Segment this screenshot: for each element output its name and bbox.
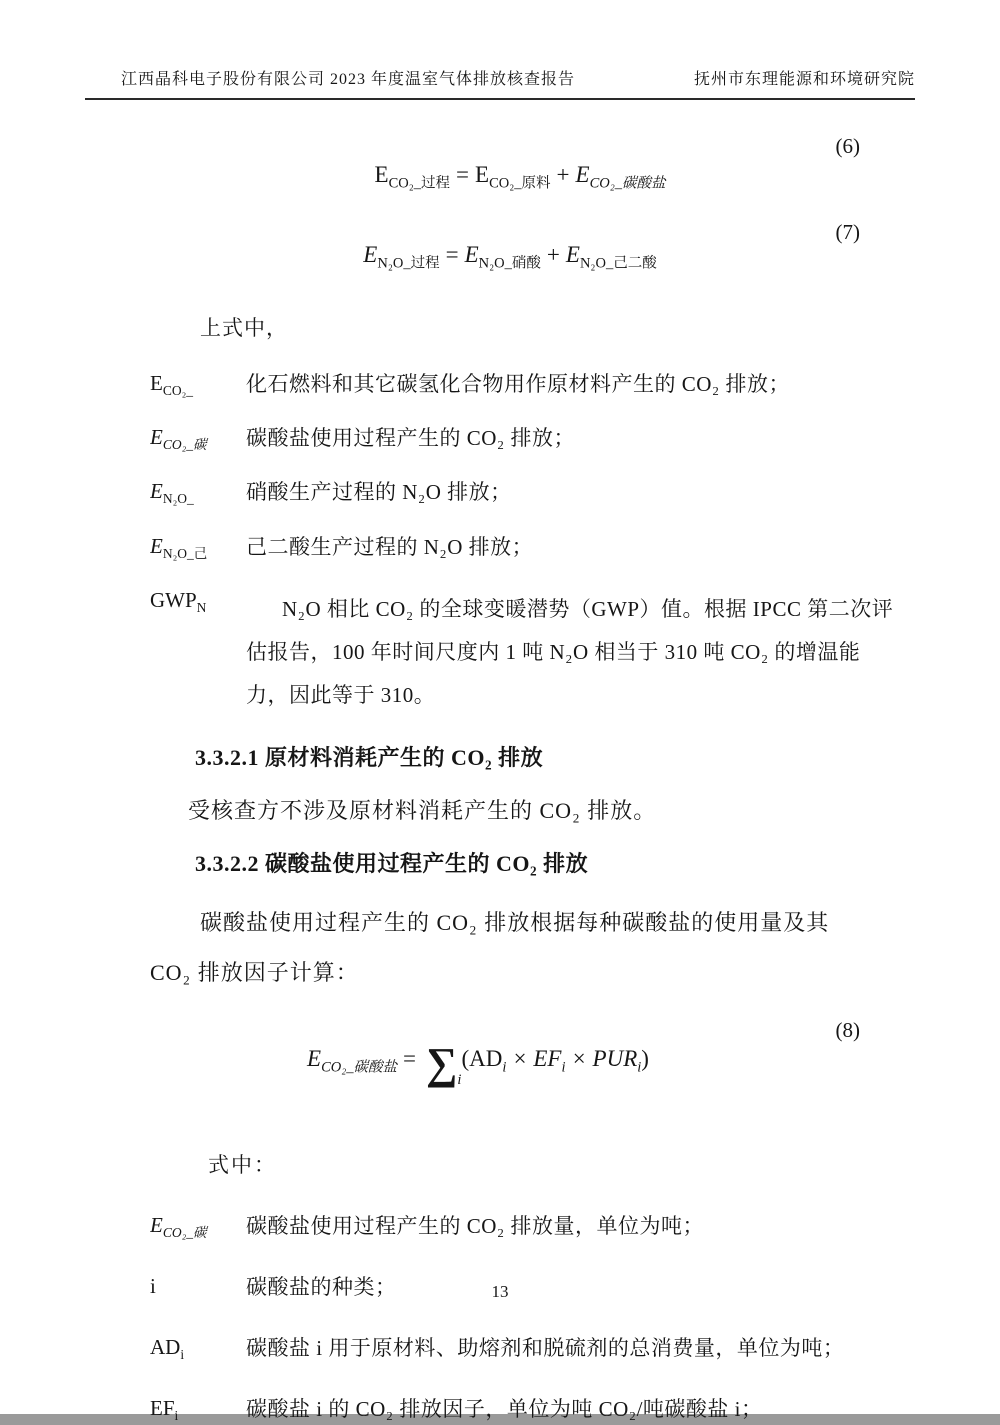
definition-text: 碳酸盐使用过程产生的 CO₂ 排放； <box>246 426 575 451</box>
symbol-ad-i: $AD_i$ <box>150 1335 185 1363</box>
section-heading-3321: 3.3.2.1 原材料消耗产生的 CO₂ 排放 <box>195 744 544 770</box>
symbol-ef-i: $EF_i$ <box>150 1396 179 1424</box>
section-paragraph-3321: 受核查方不涉及原材料消耗产生的 CO₂ 排放。 <box>188 797 657 823</box>
page-header <box>85 66 915 100</box>
symbol-e-co2-carbonate: $E_{CO_2\_碳}$ <box>150 425 207 453</box>
equation-6-formula: $E_{CO_2\_过程} = E_{CO_2\_原料} + E_{CO_2\_碳酸盐}$ <box>374 162 666 192</box>
equation-7 <box>150 220 862 300</box>
definition-text: N₂O 相比 CO₂ 的全球变暖潜势（GWP）值。根据 IPCC 第二次评估报告，100 年时间尺度内 1 吨 N₂O 相当于 310 吨 CO₂ 的增温能力，因此等于 310。 <box>246 596 894 707</box>
definition-row <box>150 425 862 453</box>
symbol-e-co2-carbonate: $E_{CO_2\_碳}$ <box>150 1212 207 1240</box>
symbol-e-co2-raw: $E_{CO_2\_}$ <box>150 371 194 399</box>
equation-where-label: 式中： <box>208 1152 277 1177</box>
equation-8-formula: $E_{CO_2\_碳酸盐} = \sum_i(AD_i \times EF_i \times PUR_i)$ <box>307 1038 649 1088</box>
section-paragraph-3322: 碳酸盐使用过程产生的 CO₂ 排放根据每种碳酸盐的使用量及其 CO₂ 排放因子计算： <box>150 909 830 985</box>
definition-text: 碳酸盐 i 的 CO₂ 排放因子，单位为吨 CO₂/吨碳酸盐 i； <box>246 1397 763 1422</box>
symbol-i: i <box>150 1273 156 1298</box>
page-number: 13 <box>491 1282 509 1301</box>
equation-7-number: (7) <box>835 220 860 244</box>
symbol-e-n2o-nitric: $E_{N_2O\_}$ <box>150 479 194 507</box>
equation-intro-label: 上式中， <box>200 316 288 340</box>
definition-row <box>150 534 862 562</box>
summation-sigma: ∑ <box>426 1038 458 1088</box>
definition-row <box>150 479 862 507</box>
definition-text: 碳酸盐使用过程产生的 CO₂ 排放量，单位为吨； <box>246 1213 704 1238</box>
definition-row <box>150 1335 862 1363</box>
page-content <box>150 100 894 1425</box>
definition-row <box>150 587 894 717</box>
definition-text: 碳酸盐的种类； <box>246 1274 397 1299</box>
symbol-gwp-n2o: $GWP_N$ <box>150 587 207 615</box>
definition-row <box>150 1213 862 1241</box>
equation-7-formula: $E_{N_2O\_过程} = E_{N_2O\_硝酸} + E_{N_2O\_己二酸}$ <box>363 242 657 272</box>
definition-row <box>150 1396 862 1424</box>
equation-6 <box>150 134 862 220</box>
definition-text: 碳酸盐 i 用于原材料、助熔剂和脱硫剂的总消费量，单位为吨； <box>246 1336 845 1361</box>
header-organization: 抚州市东理能源和环境研究院 <box>693 71 915 88</box>
section-heading-3322: 3.3.2.2 碳酸盐使用过程产生的 CO₂ 排放 <box>195 850 589 876</box>
definition-text: 化石燃料和其它碳氢化合物用作原材料产生的 CO₂ 排放； <box>246 372 790 396</box>
equation-6-number: (6) <box>835 134 860 158</box>
definition-text: 硝酸生产过程的 N₂O 排放； <box>246 480 512 505</box>
definitions-bottom <box>150 1213 862 1425</box>
equation-8 <box>150 1018 862 1123</box>
header-report-title: 江西晶科电子股份有限公司 2023 年度温室气体排放核查报告 <box>121 71 576 88</box>
definition-text: 己二酸生产过程的 N₂O 排放； <box>246 534 534 559</box>
definition-row <box>150 371 862 399</box>
equation-8-number: (8) <box>835 1017 860 1042</box>
symbol-e-n2o-adipic: $E_{N_2O\_己}$ <box>150 533 208 561</box>
